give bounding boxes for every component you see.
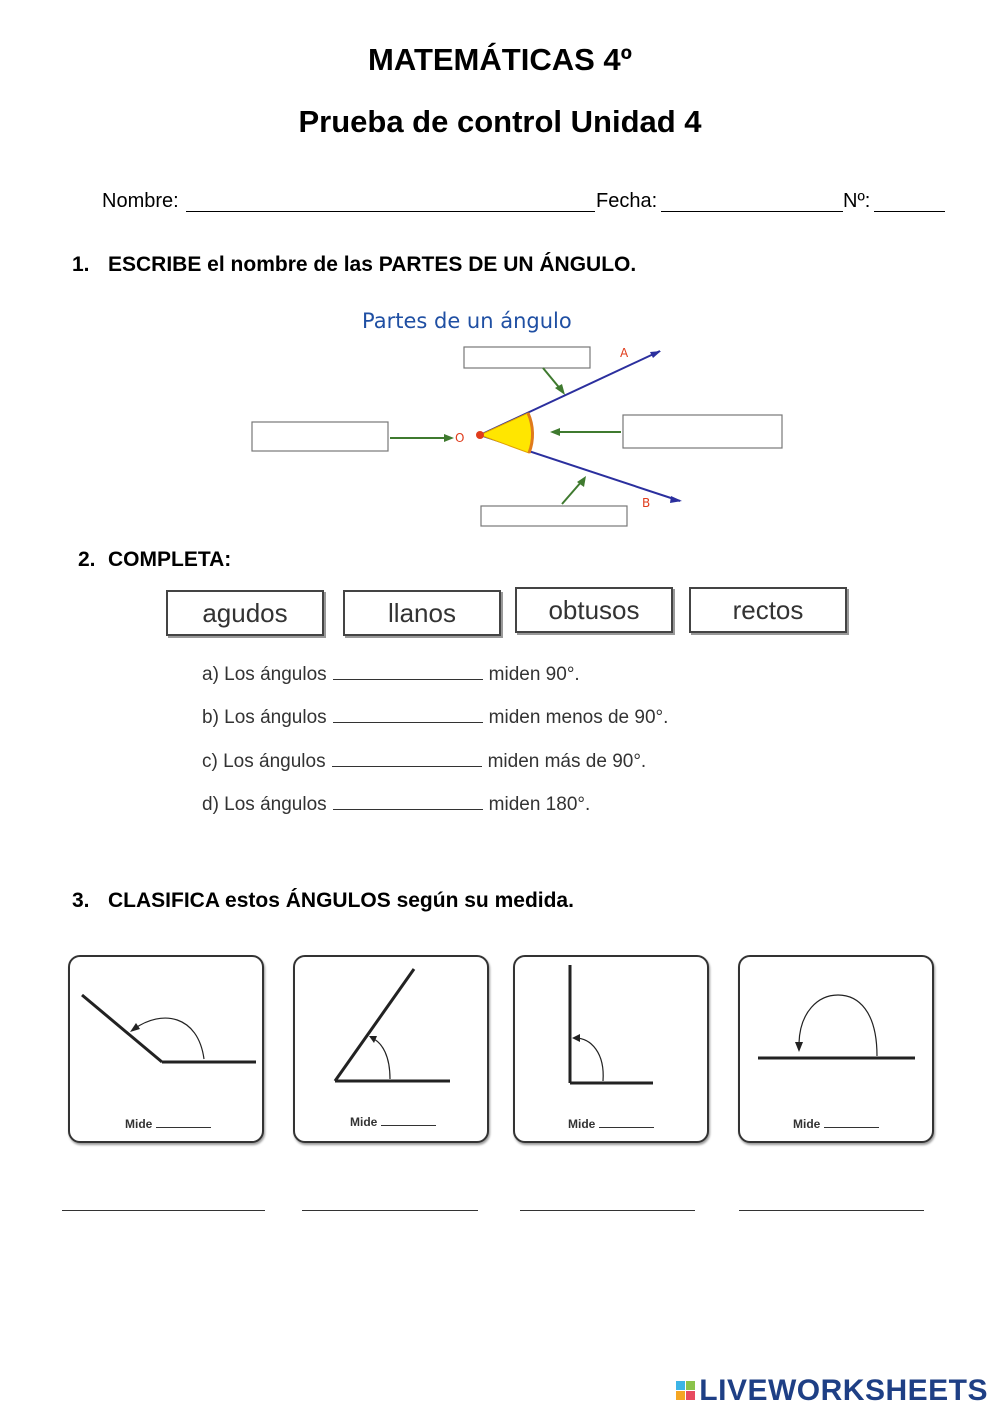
word-box-obtusos: obtusos — [515, 587, 673, 633]
angle-1-mide-label: Mide — [125, 1117, 153, 1131]
sentence-d-blank[interactable] — [333, 795, 483, 810]
right-angle-figure — [515, 957, 707, 1141]
label-a: A — [620, 346, 629, 360]
sentence-c-prefix: c) Los ángulos — [202, 751, 326, 772]
number-field[interactable] — [874, 191, 945, 212]
sentence-d — [202, 794, 590, 816]
angle-panel-3 — [513, 955, 709, 1143]
angle-panel-4 — [738, 955, 934, 1143]
angle-3-mide — [568, 1117, 654, 1131]
liveworksheets-logo-icon — [676, 1379, 696, 1403]
angle-1-mide-blank[interactable] — [156, 1118, 211, 1128]
name-label: Nombre: — [102, 190, 179, 212]
angle-3-mide-blank[interactable] — [599, 1118, 654, 1128]
angle-2-mide-label: Mide — [350, 1115, 378, 1129]
straight-angle-figure — [740, 957, 932, 1141]
question-3-text: CLASIFICA estos ÁNGULOS según su medida. — [108, 889, 574, 912]
classification-answer-1[interactable] — [62, 1208, 265, 1211]
answer-box-vertex[interactable] — [252, 422, 388, 451]
sentence-a-prefix: a) Los ángulos — [202, 664, 327, 685]
angle-sector — [480, 413, 533, 453]
liveworksheets-logo — [676, 1374, 988, 1408]
classification-answer-3[interactable] — [520, 1208, 695, 1211]
pointer-arrowhead-angle — [550, 428, 560, 436]
angle-panel-2 — [293, 955, 489, 1143]
sentence-b — [202, 707, 668, 729]
angle-2-mide-blank[interactable] — [381, 1116, 436, 1126]
question-1-number: 1. — [72, 253, 90, 276]
answer-box-ray-a[interactable] — [464, 347, 590, 368]
sentence-c-suffix: miden más de 90°. — [487, 751, 647, 772]
angle-parts-diagram — [240, 300, 800, 535]
sentence-c-blank[interactable] — [332, 752, 482, 767]
angle-4-mide-label: Mide — [793, 1117, 821, 1131]
angle-4-mide-blank[interactable] — [824, 1118, 879, 1128]
label-o: O — [455, 431, 465, 445]
obtuse-angle-figure — [70, 957, 262, 1141]
acute-angle-figure — [295, 957, 487, 1141]
question-3-number: 3. — [72, 889, 90, 912]
question-2-number: 2. — [78, 548, 96, 571]
sentence-b-suffix: miden menos de 90°. — [488, 707, 669, 728]
answer-box-ray-b[interactable] — [481, 506, 627, 526]
vertex-point — [476, 431, 484, 439]
sentence-a-suffix: miden 90°. — [488, 664, 580, 685]
sentence-a-blank[interactable] — [333, 665, 483, 680]
diagram-title: Partes de un ángulo — [362, 309, 572, 333]
date-label: Fecha: — [596, 190, 658, 212]
angle-2-mide — [350, 1115, 436, 1129]
sentence-a — [202, 664, 580, 686]
sentence-c — [202, 751, 646, 773]
angle-3-mide-label: Mide — [568, 1117, 596, 1131]
sentence-d-prefix: d) Los ángulos — [202, 794, 327, 815]
word-box-rectos: rectos — [689, 587, 847, 633]
angle-4-mide — [793, 1117, 879, 1131]
angle-panel-1 — [68, 955, 264, 1143]
name-field[interactable] — [186, 191, 595, 212]
pointer-arrowhead-vertex — [444, 434, 454, 442]
word-box-llanos: llanos — [343, 590, 501, 636]
question-2-text: COMPLETA: — [108, 548, 232, 571]
number-label: Nº: — [843, 190, 871, 212]
ray-b-arrowhead — [670, 496, 682, 503]
pointer-arrow-ray-b — [562, 481, 582, 504]
answer-box-angle[interactable] — [623, 415, 782, 448]
classification-answer-4[interactable] — [739, 1208, 924, 1211]
question-1-text: ESCRIBE el nombre de las PARTES DE UN ÁNGULO. — [108, 253, 637, 276]
classification-answer-2[interactable] — [302, 1208, 478, 1211]
date-field[interactable] — [661, 191, 843, 212]
worksheet-title: Prueba de control Unidad 4 — [298, 104, 702, 139]
sentence-b-prefix: b) Los ángulos — [202, 707, 327, 728]
liveworksheets-logo-text: LIVEWORKSHEETS — [699, 1374, 988, 1407]
ray-a-arrowhead — [650, 351, 661, 358]
label-b: B — [642, 496, 651, 510]
angle-1-mide — [125, 1117, 211, 1131]
worksheet-subject: MATEMÁTICAS 4º — [368, 42, 632, 77]
sentence-b-blank[interactable] — [333, 708, 483, 723]
word-box-agudos: agudos — [166, 590, 324, 636]
sentence-d-suffix: miden 180°. — [488, 794, 591, 815]
